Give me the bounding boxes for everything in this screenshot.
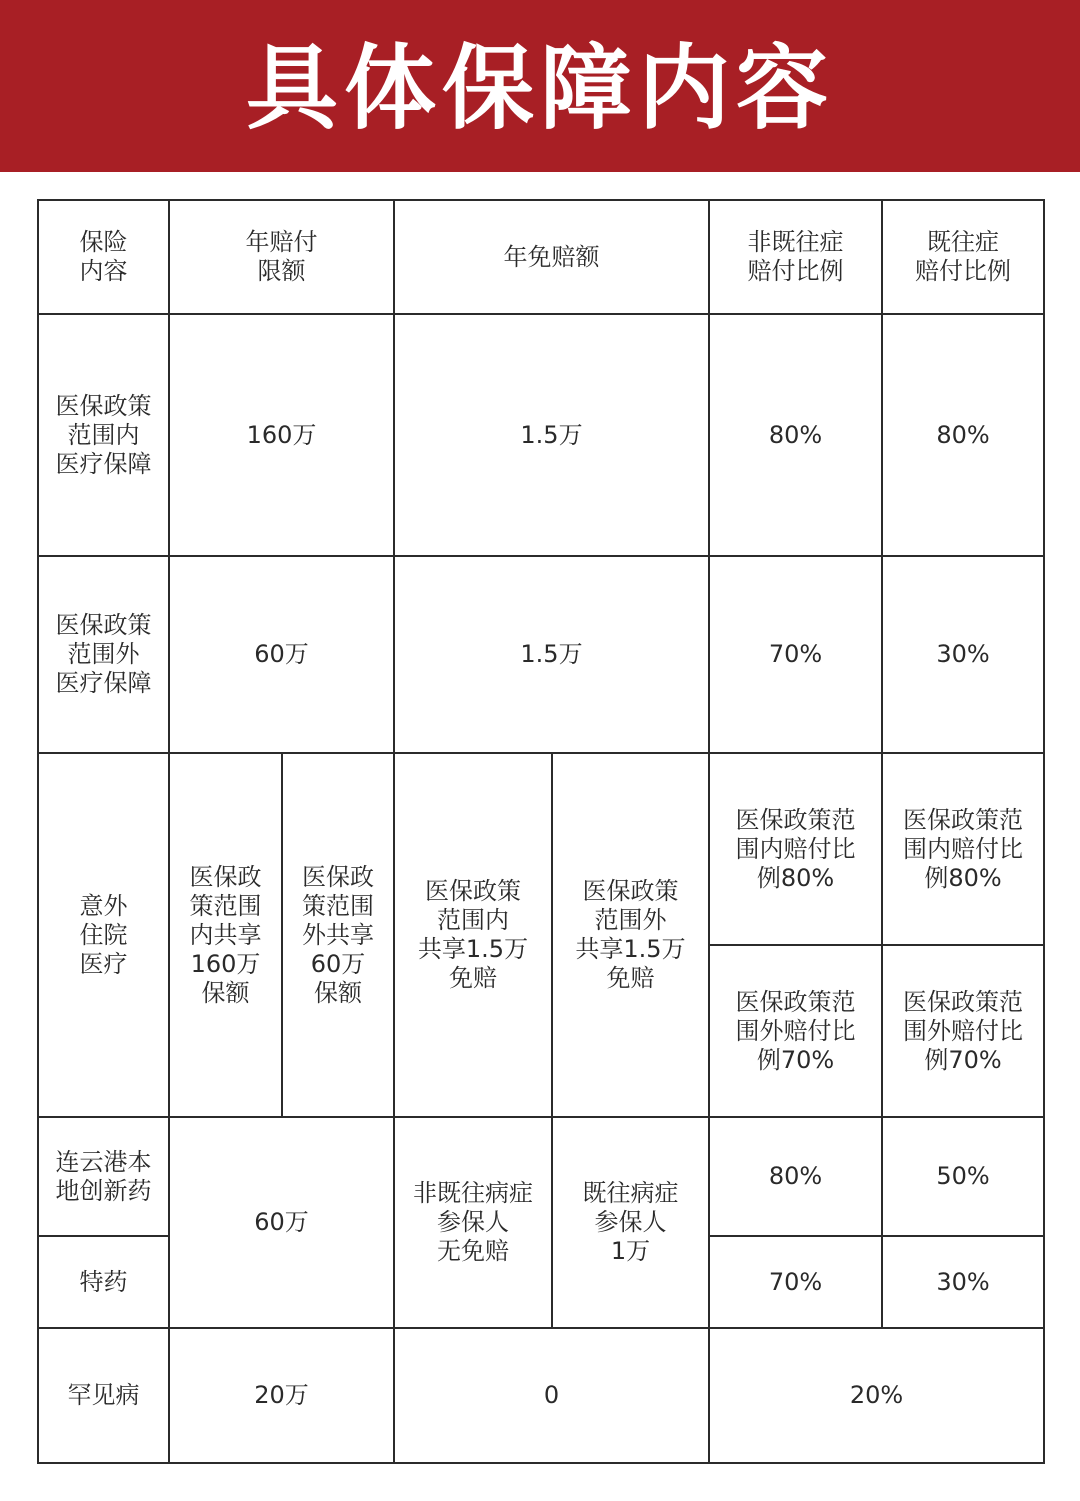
special-ratio-pre: 30% xyxy=(882,1236,1044,1328)
rare-ratio: 20% xyxy=(709,1328,1044,1463)
accident-ratio-pre-out: 医保政策范 围外赔付比 例70% xyxy=(882,945,1044,1117)
accident-limit-in: 医保政 策范围 内共享 160万 保额 xyxy=(169,753,282,1117)
accident-ratio-non-pre-out: 医保政策范 围外赔付比 例70% xyxy=(709,945,882,1117)
row-accident xyxy=(38,753,1044,945)
innovative-ratio-non-pre: 80% xyxy=(709,1117,882,1236)
drug-item-innovative: 连云港本 地创新药 xyxy=(38,1117,169,1236)
outpolicy-deductible: 1.5万 xyxy=(394,556,709,753)
accident-deductible-in: 医保政策 范围内 共享1.5万 免赔 xyxy=(394,753,552,1117)
outpolicy-ratio-pre: 30% xyxy=(882,556,1044,753)
header-limit: 年赔付 限额 xyxy=(169,200,394,314)
header-deductible: 年免赔额 xyxy=(394,200,709,314)
outpolicy-limit: 60万 xyxy=(169,556,394,753)
accident-limit-out: 医保政 策范围 外共享 60万 保额 xyxy=(282,753,394,1117)
coverage-table xyxy=(37,199,1045,1464)
header-item: 保险 内容 xyxy=(38,200,169,314)
inpolicy-limit: 160万 xyxy=(169,314,394,556)
inpolicy-item: 医保政策 范围内 医疗保障 xyxy=(38,314,169,556)
rare-limit: 20万 xyxy=(169,1328,394,1463)
drug-item-special: 特药 xyxy=(38,1236,169,1328)
accident-item: 意外 住院 医疗 xyxy=(38,753,169,1117)
inpolicy-ratio-pre: 80% xyxy=(882,314,1044,556)
inpolicy-ratio-non-pre: 80% xyxy=(709,314,882,556)
row-rare-disease xyxy=(38,1328,1044,1463)
outpolicy-ratio-non-pre: 70% xyxy=(709,556,882,753)
accident-deductible-out: 医保政策 范围外 共享1.5万 免赔 xyxy=(552,753,709,1117)
drug-deductible-non-pre: 非既往病症 参保人 无免赔 xyxy=(394,1117,552,1328)
drug-limit: 60万 xyxy=(169,1117,394,1328)
rare-deductible: 0 xyxy=(394,1328,709,1463)
table-header-row xyxy=(38,200,1044,314)
inpolicy-deductible: 1.5万 xyxy=(394,314,709,556)
accident-ratio-pre-in: 医保政策范 围内赔付比 例80% xyxy=(882,753,1044,945)
special-ratio-non-pre: 70% xyxy=(709,1236,882,1328)
row-inpolicy xyxy=(38,314,1044,556)
title-banner xyxy=(0,0,1080,172)
rare-item: 罕见病 xyxy=(38,1328,169,1463)
outpolicy-item: 医保政策 范围外 医疗保障 xyxy=(38,556,169,753)
row-innovative-drug xyxy=(38,1117,1044,1236)
page-title: 具体保障内容 xyxy=(245,35,834,142)
drug-deductible-pre: 既往病症 参保人 1万 xyxy=(552,1117,709,1328)
row-outpolicy xyxy=(38,556,1044,753)
innovative-ratio-pre: 50% xyxy=(882,1117,1044,1236)
accident-ratio-non-pre-in: 医保政策范 围内赔付比 例80% xyxy=(709,753,882,945)
header-ratio-non-pre: 非既往症 赔付比例 xyxy=(709,200,882,314)
header-ratio-pre: 既往症 赔付比例 xyxy=(882,200,1044,314)
